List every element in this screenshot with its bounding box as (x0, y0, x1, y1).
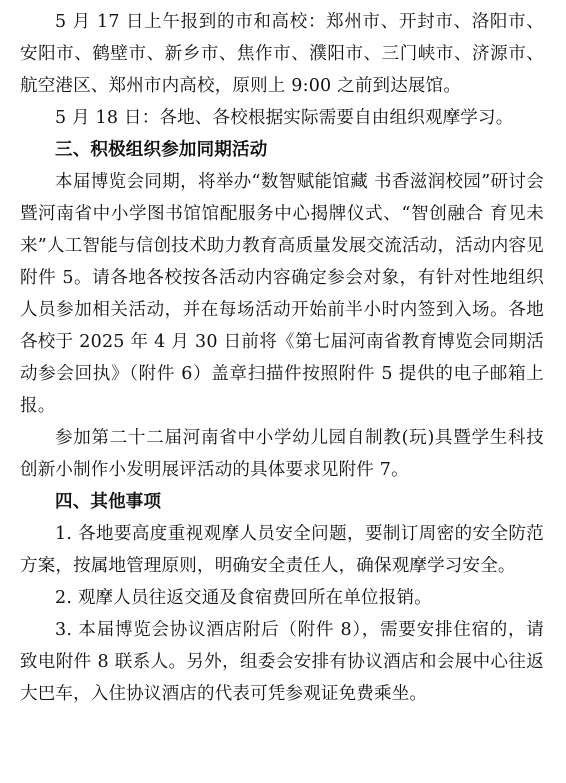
section-heading-3: 三、积极组织参加同期活动 (55, 140, 268, 160)
paragraph-registration-may-17: 5 月 17 日上午报到的市和高校：郑州市、开封市、洛阳市、安阳市、鹤壁市、新乡市、焦作市、濮阳市、三门峡市、济源市、航空港区、郑州市内高校，原则上 9:00 之前到达展馆。 (20, 12, 544, 96)
paragraph-exhibition-contest: 参加第二十二届河南省中小学幼儿园自制教(玩)具暨学生科技创新小制作小发明展评活动的具体要求见附件 7。 (20, 428, 544, 480)
paragraph-concurrent-activities: 本届博览会同期，将举办“数智赋能馆藏 书香滋润校园”研讨会暨河南省中小学图书馆馆配服务中心揭牌仪式、“智创融合 育见未来”人工智能与信创技术助力教育高质量发展交流活动，活动内容见附件 5。请各地各校按各活动内容确定参会对象，有针对性地组织人员参加相关活动，并在每场活动开始前半小时内签到入场。各地各校于 2025 年 4 月 30 日前将《第七届河南省教育博览会同期活动参会回执》（附件 6）盖章扫描件按照附件 5 提供的电子邮箱上报。 (20, 172, 544, 416)
paragraph-safety: 1. 各地要高度重视观摩人员安全问题，要制订周密的安全防范方案，按属地管理原则，明确安全责任人，确保观摩学习安全。 (20, 524, 544, 576)
paragraph-may-18: 5 月 18 日：各地、各校根据实际需要自由组织观摩学习。 (55, 108, 514, 128)
section-heading-4: 四、其他事项 (55, 492, 162, 512)
paragraph-hotel: 3. 本届博览会协议酒店附后（附件 8），需要安排住宿的，请致电附件 8 联系人。另外，组委会安排有协议酒店和会展中心往返大巴车，入住协议酒店的代表可凭参观证免费乘坐。 (20, 620, 544, 704)
paragraph-expenses: 2. 观摩人员往返交通及食宿费回所在单位报销。 (55, 588, 432, 608)
